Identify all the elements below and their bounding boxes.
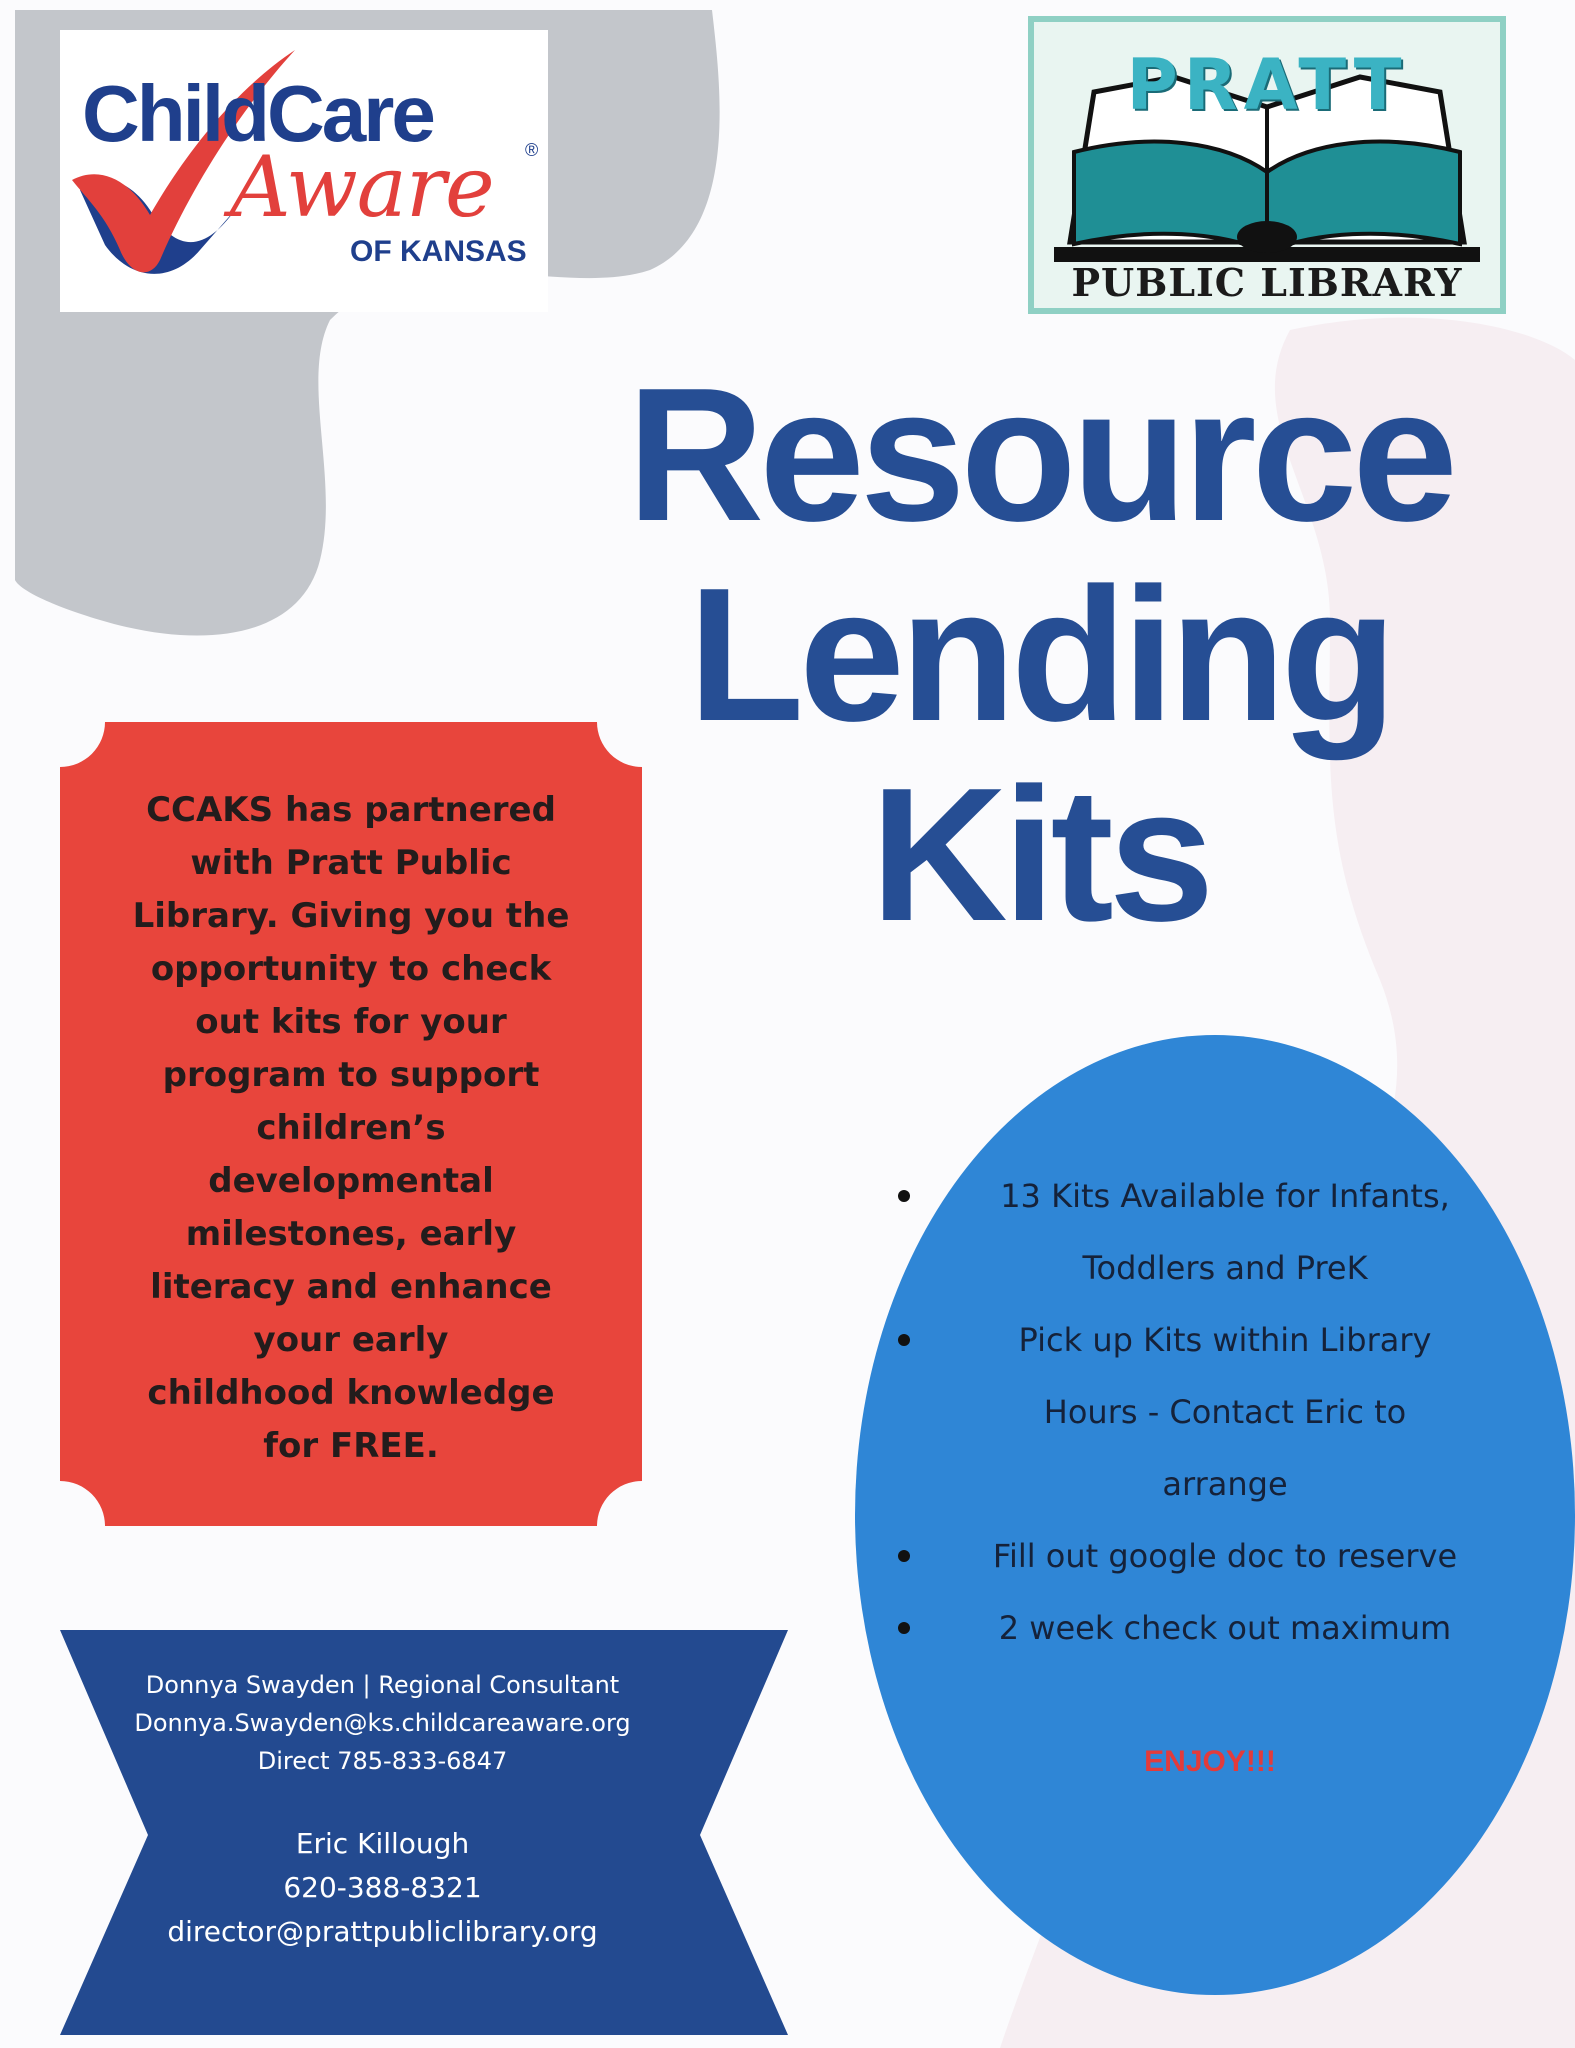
logo-pratt-text: PRATT bbox=[1126, 44, 1408, 126]
list-item bbox=[880, 1592, 1500, 1664]
consultant-phone: Direct 785-833-6847 bbox=[257, 1747, 508, 1775]
partnership-line: children’s bbox=[256, 1108, 446, 1148]
partnership-line: out kits for your bbox=[195, 1002, 507, 1042]
library-contact-name: Eric Killough bbox=[295, 1827, 470, 1860]
consultant-contact bbox=[95, 1666, 670, 1780]
partnership-line: literacy and enhance bbox=[150, 1267, 552, 1307]
logo-childcare-text: ChildCare bbox=[82, 69, 433, 158]
list-item bbox=[880, 1304, 1500, 1520]
partnership-line: with Pratt Public bbox=[190, 843, 512, 883]
partnership-line: for FREE. bbox=[263, 1426, 439, 1466]
childcare-aware-logo bbox=[60, 30, 548, 312]
list-item-line: arrange bbox=[1162, 1465, 1288, 1503]
bullet-icon bbox=[898, 1190, 910, 1202]
partnership-line: Library. Giving you the bbox=[132, 896, 570, 936]
partnership-line: your early bbox=[253, 1320, 449, 1360]
partnership-line: developmental bbox=[208, 1161, 494, 1201]
bullet-icon bbox=[898, 1550, 910, 1562]
logo-of-kansas-text: OF KANSAS bbox=[350, 235, 527, 268]
partnership-line: milestones, early bbox=[185, 1214, 517, 1254]
list-item-line: 2 week check out maximum bbox=[998, 1609, 1452, 1647]
partnership-line: opportunity to check bbox=[150, 949, 552, 989]
list-item bbox=[880, 1520, 1500, 1592]
kit-info-list bbox=[880, 1160, 1500, 1664]
logo-public-library-text: PUBLIC LIBRARY bbox=[1071, 260, 1463, 305]
title-line-3: Kits bbox=[870, 749, 1210, 961]
list-item-line: Hours - Contact Eric to bbox=[1043, 1393, 1407, 1431]
list-item-line: Fill out google doc to reserve bbox=[992, 1537, 1458, 1575]
partnership-line: CCAKS has partnered bbox=[146, 790, 556, 830]
library-contact-phone: 620-388-8321 bbox=[283, 1871, 482, 1904]
bullet-icon bbox=[898, 1334, 910, 1346]
title-line-2: Lending bbox=[688, 549, 1392, 761]
list-item-line: Toddlers and PreK bbox=[1082, 1249, 1368, 1287]
partnership-text bbox=[75, 784, 627, 1473]
bullet-icon bbox=[898, 1622, 910, 1634]
enjoy-text: ENJOY!!! bbox=[1144, 1745, 1276, 1778]
logo-aware-text: Aware bbox=[230, 138, 494, 236]
partnership-line: childhood knowledge bbox=[147, 1373, 555, 1413]
partnership-line: program to support bbox=[162, 1055, 540, 1095]
title-line-1: Resource bbox=[627, 349, 1453, 561]
list-item bbox=[880, 1160, 1500, 1304]
consultant-name-title: Donnya Swayden | Regional Consultant bbox=[145, 1671, 620, 1699]
page-title bbox=[570, 349, 1510, 961]
registered-mark: ® bbox=[525, 140, 539, 160]
list-item-line: Pick up Kits within Library bbox=[1018, 1321, 1432, 1359]
pratt-public-library-logo bbox=[1028, 16, 1506, 314]
list-item-line: 13 Kits Available for Infants, bbox=[1000, 1177, 1450, 1215]
library-contact bbox=[95, 1822, 670, 1954]
library-contact-email: director@prattpubliclibrary.org bbox=[167, 1915, 598, 1948]
consultant-email: Donnya.Swayden@ks.childcareaware.org bbox=[134, 1709, 631, 1737]
